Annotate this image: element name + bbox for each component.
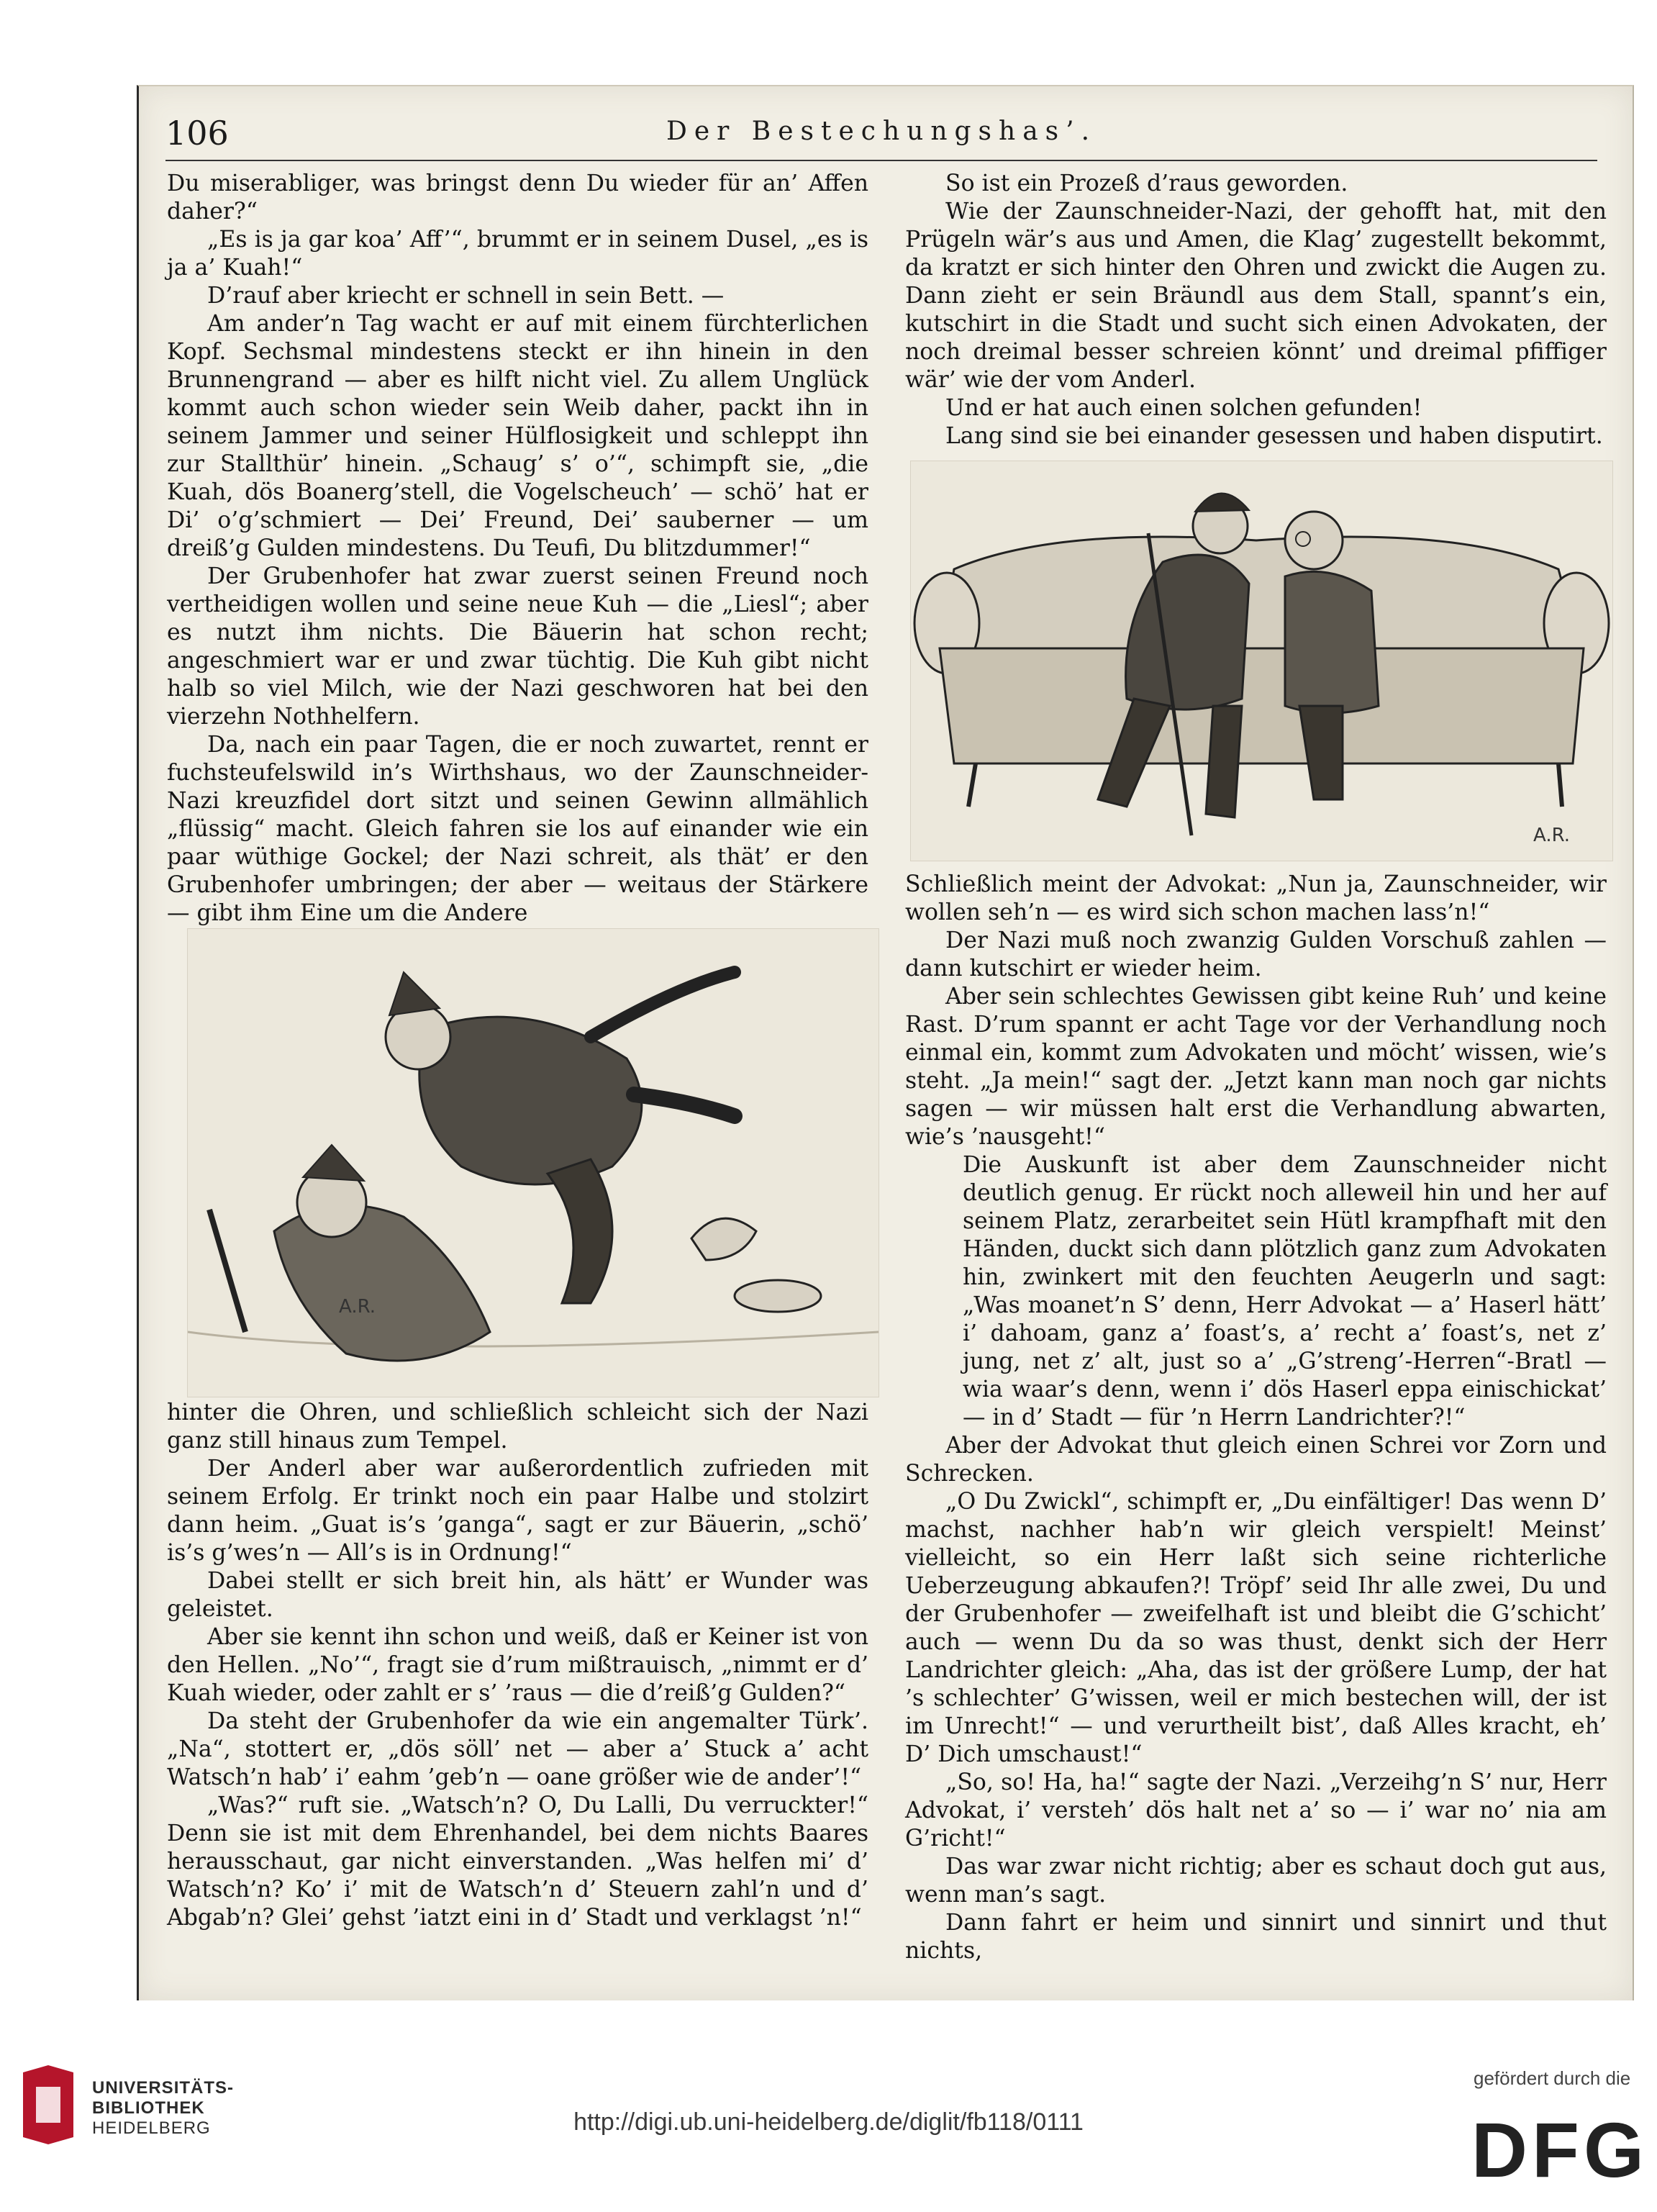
library-line-2: BIBLIOTHEK xyxy=(92,2098,205,2118)
paragraph: Lang sind sie bei einander gesessen und haben disputirt. xyxy=(945,423,1603,449)
library-line-1: UNIVERSITÄTS- xyxy=(92,2078,235,2098)
artist-signature: A.R. xyxy=(1533,825,1570,846)
funded-by-label: gefördert durch die xyxy=(1474,2067,1631,2089)
paragraph: Aber sie kennt ihn schon und weiß, daß er Keiner ist von den Hellen. „No’“, fragt sie d’rum mißtrauisch, „nimmt er d’ Kuah wieder, oder zahlt er s’ ’raus — die d’reiß’g Gulden?“ xyxy=(167,1624,868,1706)
illustration-brawl xyxy=(187,928,879,1397)
paragraph: Aber sein schlechtes Gewissen gibt keine Ruh’ und keine Rast. D’rum spannt er acht Tage vor der Verhandlung noch einmal ein, kommt zum Advokaten und möcht’ wissen, wie’s steht. „Ja mein!“ sagt der. „Jetzt kann man noch gar nichts sagen — wir müssen halt erst die Verhandlung abwarten, wie’s ’nausgeht!“ xyxy=(905,984,1607,1150)
right-column-upper xyxy=(905,170,1607,450)
paragraph: Du miserabliger, was bringst denn Du wieder für an’ Affen daher?“ xyxy=(167,171,868,225)
brawl-drawing xyxy=(188,929,879,1397)
paragraph: Das war zwar nicht richtig; aber es schaut doch gut aus, wenn man’s sagt. xyxy=(905,1854,1607,1908)
paragraph: Da steht der Grubenhofer da wie ein angemalter Türk’. „Na“, stottert er, „dös söll’ net — aber a’ Stuck a’ acht Watsch’n hab’ i’ eahm ’geb’n — oane größer wie de ander’!“ xyxy=(167,1708,868,1790)
paragraph: D’rauf aber kriecht er schnell in sein Bett. — xyxy=(207,283,725,309)
page-number: 106 xyxy=(165,114,229,153)
paragraph: Wie der Zaunschneider-Nazi, der gehofft hat, mit den Prügeln wär’s aus und Amen, die Klag’ zugestellt bekommt, da kratzt er sich hinter den Ohren und zwickt die Augen zu. Dann zieht er sein Bräundl aus dem Stall, spannt’s ein, kutschirt in die Stadt und sucht sich einen Advokaten, der noch dreimal besser schreien könnt’ und dreimal pfiffiger wär’ wie der vom Anderl. xyxy=(905,199,1607,393)
page-header xyxy=(165,108,1597,158)
paragraph: Aber der Advokat thut gleich einen Schrei vor Zorn und Schrecken. xyxy=(905,1433,1607,1487)
left-column-upper xyxy=(167,170,868,928)
paragraph: Dabei stellt er sich breit hin, als hätt’ er Wunder was geleistet. xyxy=(167,1568,868,1622)
paragraph: „Es is ja gar koa’ Aff’“, brummt er in seinem Dusel, „es is ja a’ Kuah!“ xyxy=(167,227,868,281)
sofa-drawing xyxy=(911,461,1612,861)
paragraph: So ist ein Prozeß d’raus geworden. xyxy=(945,171,1348,196)
paragraph: Dann fahrt er heim und sinnirt und sinnirt und thut nichts, xyxy=(905,1910,1607,1964)
paragraph: „O Du Zwickl“, schimpft er, „Du einfältiger! Das wenn D’ machst, nachher hab’n wir gleich verspielt! Meinst’ vielleicht, so ein Herr laßt sich seine richterliche Ueberzeugung abkaufen?! Tröpf’ seid Ihr alle zwei, Du und der Grubenhofer — zweifelhaft ist und bleibt die G’schicht’ auch — wenn Du da so was thust, denkt sich der Herr Landrichter gleich: „Aha, das ist der größere Lump, der hat ’s schlechter’ G’wissen, weil er mich bestechen will, der ist im Unrecht!“ — und verurtheilt bist’, daß Alles kracht, eh’ D’ Dich umschaust!“ xyxy=(905,1489,1607,1767)
header-rule xyxy=(165,160,1597,161)
right-column-lower xyxy=(905,871,1607,1965)
paragraph: hinter die Ohren, und schließlich schleicht sich der Nazi ganz still hinaus zum Tempel. xyxy=(167,1400,868,1454)
paragraph: Am ander’n Tag wacht er auf mit einem fürchterlichen Kopf. Sechsmal mindestens steckt er ihn hinein in den Brunnengrand — aber es hilft nicht viel. Zu allem Unglück kommt auch schon wieder sein Weib daher, packt ihn in seinem Jammer und seiner Hülflosigkeit und schleppt ihn zur Stallthür’ hinein. „Schaug’ s’ o’“, schimpft sie, „die Kuah, dös Boanerg’stell, die Vogelscheuch’ — schö’ hat er Di’ o’g’schmiert — Dei’ Freund, Dei’ sauberner — um dreiß’g Gulden mindestens. Du Teufi, Du blitzdummer!“ xyxy=(167,311,868,561)
source-url[interactable]: http://digi.ub.uni-heidelberg.de/diglit/fb118/0111 xyxy=(573,2108,1084,2136)
artist-signature: A.R. xyxy=(339,1296,376,1318)
paragraph: Und er hat auch einen solchen gefunden! xyxy=(945,395,1422,421)
paragraph: Schließlich meint der Advokat: „Nun ja, Zaunschneider, wir wollen seh’n — es wird sich schon machen lass’n!“ xyxy=(905,871,1607,925)
illustration-sofa xyxy=(910,461,1613,861)
library-line-3: HEIDELBERG xyxy=(92,2118,211,2138)
left-column-lower xyxy=(167,1399,868,1932)
paragraph: Da, nach ein paar Tagen, die er noch zuwartet, rennt er fuchsteufelswild in’s Wirthshaus, wo der Zaunschneider-Nazi kreuzfidel dort sitzt und seinen Gewinn allmählich „flüssig“ macht. Gleich fahren sie los auf einander wie ein paar wüthige Gockel; der Nazi schreit, als thät’ er den Grubenhofer umbringen; der aber — weitaus der Stärkere — gibt ihm Eine um die Andere xyxy=(167,732,868,926)
paragraph: „Was?“ ruft sie. „Watsch’n? O, Du Lalli, Du verruckter!“ Denn sie ist mit dem Ehrenhandel, bei dem nichts Baares herausschaut, gar nicht einverstanden. „Was helfen mi’ d’ Watsch’n? Ko’ i’ mit de Watsch’n d’ Steuern zahl’n und d’ Abgab’n? Glei’ gehst ’iatzt eini in d’ Stadt und verklagst ’n!“ xyxy=(167,1792,868,1931)
paragraph: Die Auskunft ist aber dem Zaunschneider nicht deutlich genug. Er rückt noch alleweil hin und her auf seinem Platz, zerarbeitet sein Hütl krampfhaft mit den Händen, duckt sich dann plötzlich ganz zum Advokaten hin, zwinkert mit den feuchten Aeugerln und sagt: „Was moanet’n S’ denn, Herr Advokat — a’ Haserl hätt’ i’ dahoam, ganz a’ foast’s, a’ recht a’ foast’s, net z’ jung, net z’ alt, just so a’ „G’streng’-Herren“-Bratl — wia waar’s denn, wenn i’ dös Haserl eppa einischickat’ — in d’ Stadt — für ’n Herrn Landrichter?!“ xyxy=(963,1152,1607,1431)
running-title: Der Bestechungshas’. xyxy=(666,117,1097,146)
paragraph: Der Grubenhofer hat zwar zuerst seinen Freund noch vertheidigen wollen und seine neue Kuh — die „Liesl“; aber es nutzt ihm nichts. Die Bäuerin hat schon recht; angeschmiert war er und zwar tüchtig. Die Kuh gibt nicht halb so viel Milch, wie der Nazi geschworen hat bei den vierzehn Nothhelfern. xyxy=(167,563,868,730)
dfg-logo: DFG xyxy=(1471,2106,1648,2193)
paragraph: Der Nazi muß noch zwanzig Gulden Vorschuß zahlen — dann kutschirt er wieder heim. xyxy=(905,928,1607,982)
paragraph: Der Anderl aber war außerordentlich zufrieden mit seinem Erfolg. Er trinkt noch ein paar Halbe und stolzirt dann heim. „Guat is’s ’ganga“, sagt er zur Bäuerin, „schö’ is’s g’wes’n — All’s is in Ordnung!“ xyxy=(167,1456,868,1566)
paragraph: „So, so! Ha, ha!“ sagte der Nazi. „Verzeihg’n S’ nur, Herr Advokat, i’ versteh’ dös halt net a’ so — i’ war no’ nia am G’richt!“ xyxy=(905,1769,1607,1851)
